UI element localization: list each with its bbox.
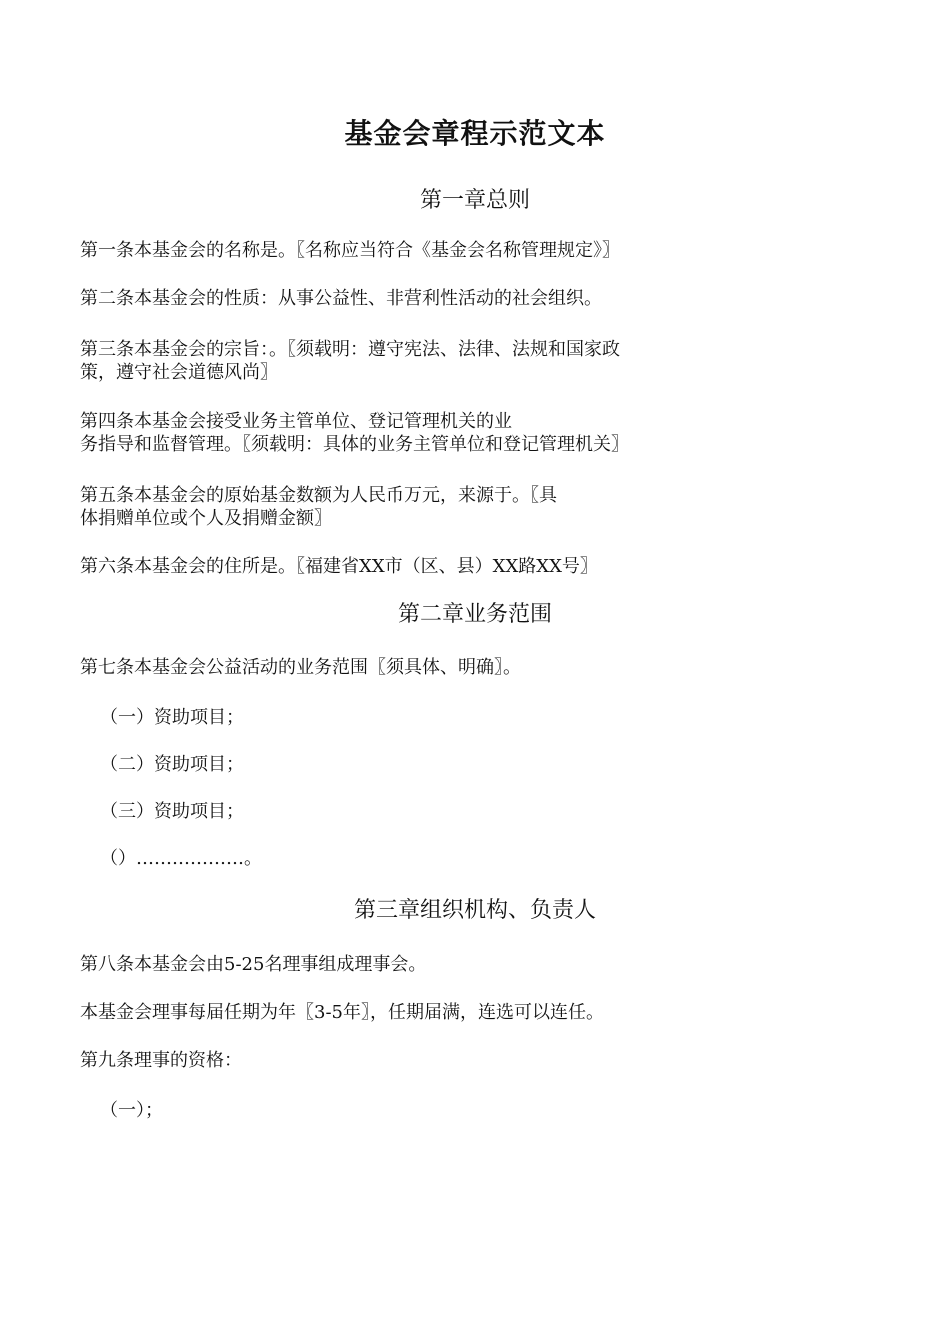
- article-8: 第八条本基金会由5-25名理事组成理事会。: [80, 954, 427, 975]
- article-3-line-2: 策，遵守社会道德风尚〗: [80, 362, 278, 383]
- article-4-line-2: 务指导和监督管理。〖须载明：具体的业务主管单位和登记管理机关〗: [80, 434, 629, 455]
- scope-item-1: （一）资助项目；: [100, 707, 244, 728]
- scope-item-2: （二）资助项目；: [100, 754, 244, 775]
- article-6: 第六条本基金会的住所是。〖福建省XX市（区、县）XX路XX号〗: [80, 556, 598, 577]
- article-4-line-1: 第四条本基金会接受业务主管单位、登记管理机关的业: [80, 411, 512, 432]
- article-3-line-1: 第三条本基金会的宗旨：。〖须载明：遵守宪法、法律、法规和国家政: [80, 339, 620, 360]
- article-5-line-2: 体捐赠单位或个人及捐赠金额〗: [80, 508, 332, 529]
- scope-item-3: （三）资助项目；: [100, 801, 244, 822]
- article-5-line-1: 第五条本基金会的原始基金数额为人民币万元，来源于。〖具: [80, 485, 557, 506]
- qualification-item-1: （一）；: [100, 1100, 163, 1121]
- article-9: 第九条理事的资格：: [80, 1050, 242, 1071]
- chapter-1-heading: 第一章总则: [419, 188, 530, 213]
- article-2: 第二条本基金会的性质：从事公益性、非营利性活动的社会组织。: [80, 288, 602, 309]
- chapter-2-heading: 第二章业务范围: [397, 602, 552, 627]
- board-term: 本基金会理事每届任期为年〖3-5年〗，任期届满，连选可以连任。: [80, 1002, 604, 1023]
- scope-item-more: （）………………。: [100, 848, 262, 869]
- document-title: 基金会章程示范文本: [344, 117, 606, 150]
- article-1: 第一条本基金会的名称是。〖名称应当符合《基金会名称管理规定》〗: [80, 240, 620, 261]
- article-7: 第七条本基金会公益活动的业务范围〖须具体、明确〗。: [80, 657, 521, 678]
- chapter-3-heading: 第三章组织机构、负责人: [353, 898, 596, 923]
